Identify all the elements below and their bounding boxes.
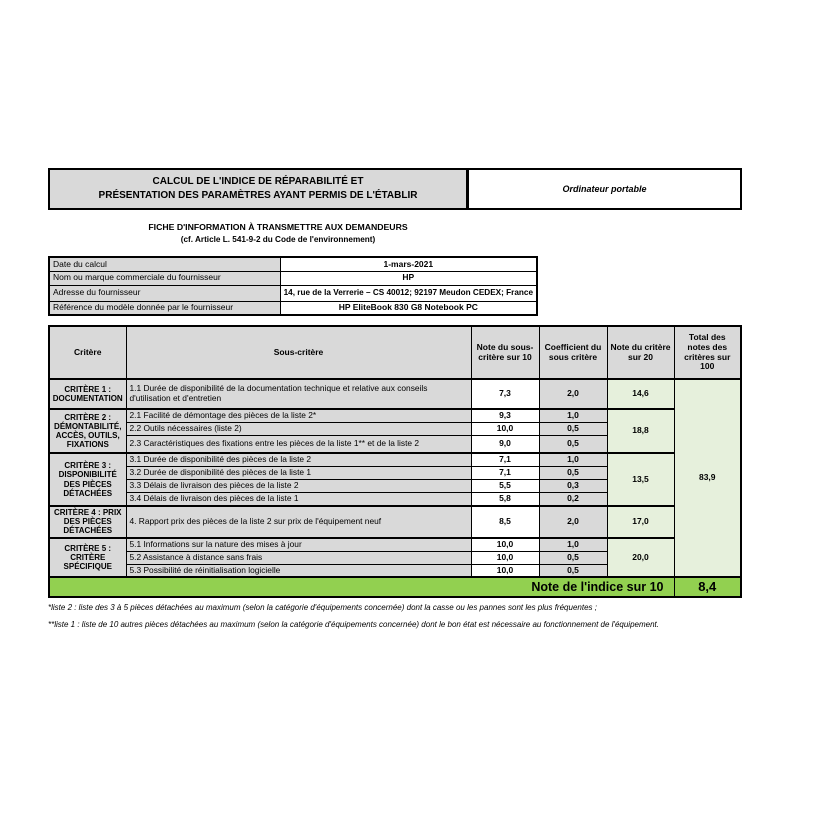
subcriterion-5-2: 5.2 Assistance à distance sans frais <box>126 551 471 564</box>
footnote-liste-2: *liste 2 : liste des 3 à 5 pièces détachées au maximum (selon la catégorie d'équipements concernée) dont la casse ou les pannes sont les plus fréquentes ; <box>48 603 597 612</box>
subtitle-line1: FICHE D'INFORMATION À TRANSMETTRE AUX DEMANDEURS <box>148 222 408 232</box>
score-criterion-4: 17,0 <box>607 506 674 538</box>
table-row <box>49 506 741 538</box>
header-note-sur-10: Note du sous-critère sur 10 <box>471 326 539 379</box>
criterion-5-label: CRITÈRE 5 : CRITÈRE SPÉCIFIQUE <box>49 538 126 578</box>
coef-3-1: 1,0 <box>539 453 607 466</box>
subcriterion-2-1: 2.1 Facilité de démontage des pièces de la liste 2* <box>126 409 471 422</box>
footnotes <box>48 599 748 633</box>
subcriterion-5-1: 5.1 Informations sur la nature des mises à jour <box>126 538 471 551</box>
info-value-model: HP EliteBook 830 G8 Notebook PC <box>280 301 537 315</box>
header-subcriterion: Sous-critère <box>126 326 471 379</box>
info-value-address: 14, rue de la Verrerie – CS 40012; 92197 Meudon CEDEX; France <box>280 285 537 301</box>
subcriterion-1-1: 1.1 Durée de disponibilité de la documentation technique et relative aux conseils d'utilisation et d'entretien <box>126 379 471 409</box>
criterion-2-label: CRITÈRE 2 : DÉMONTABILITÉ, ACCÈS, OUTILS, FIXATIONS <box>49 409 126 453</box>
header <box>48 168 742 210</box>
coef-5-1: 1,0 <box>539 538 607 551</box>
info-label-brand: Nom ou marque commerciale du fournisseur <box>49 271 280 285</box>
info-value-date: 1-mars-2021 <box>280 257 537 271</box>
header-criterion: Critère <box>49 326 126 379</box>
note-4: 8,5 <box>471 506 539 538</box>
coef-3-3: 0,3 <box>539 480 607 493</box>
table-row <box>49 301 537 315</box>
subtitle-line2: (cf. Article L. 541-9-2 du Code de l'environnement) <box>180 235 376 244</box>
subtitle <box>48 222 508 244</box>
subcriterion-3-3: 3.3 Délais de livraison des pièces de la liste 2 <box>126 480 471 493</box>
note-3-3: 5,5 <box>471 480 539 493</box>
note-3-1: 7,1 <box>471 453 539 466</box>
document-title-line1: CALCUL DE L'INDICE DE RÉPARABILITÉ ET <box>152 175 364 187</box>
table-row <box>49 271 537 285</box>
final-index-label: Note de l'indice sur 10 <box>49 577 674 597</box>
coef-5-2: 0,5 <box>539 551 607 564</box>
criterion-1-label: CRITÈRE 1 : DOCUMENTATION <box>49 379 126 409</box>
info-label-address: Adresse du fournisseur <box>49 285 280 301</box>
table-row <box>49 285 537 301</box>
info-label-model: Référence du modèle donnée par le fournisseur <box>49 301 280 315</box>
coef-2-2: 0,5 <box>539 422 607 435</box>
header-coefficient: Coefficient du sous critère <box>539 326 607 379</box>
subcriterion-4: 4. Rapport prix des pièces de la liste 2 sur prix de l'équipement neuf <box>126 506 471 538</box>
subcriterion-3-4: 3.4 Délais de livraison des pièces de la liste 1 <box>126 493 471 506</box>
coef-1-1: 2,0 <box>539 379 607 409</box>
note-2-2: 10,0 <box>471 422 539 435</box>
final-index-value: 8,4 <box>674 577 741 597</box>
header-total-sur-100: Total des notes des critères sur 100 <box>674 326 741 379</box>
subcriterion-3-1: 3.1 Durée de disponibilité des pièces de la liste 2 <box>126 453 471 466</box>
subcriterion-3-2: 3.2 Durée de disponibilité des pièces de la liste 1 <box>126 467 471 480</box>
note-5-3: 10,0 <box>471 564 539 577</box>
coef-2-3: 0,5 <box>539 435 607 453</box>
total-sur-100: 83,9 <box>674 379 741 577</box>
product-type-label: Ordinateur portable <box>562 184 647 194</box>
subcriterion-5-3: 5.3 Possibilité de réinitialisation logicielle <box>126 564 471 577</box>
header-note-sur-20: Note du critère sur 20 <box>607 326 674 379</box>
note-3-4: 5,8 <box>471 493 539 506</box>
final-index-row <box>49 577 741 597</box>
coef-5-3: 0,5 <box>539 564 607 577</box>
document-title-line2: PRÉSENTATION DES PARAMÈTRES AYANT PERMIS DE L'ÉTABLIR <box>98 190 418 201</box>
info-label-date: Date du calcul <box>49 257 280 271</box>
table-row <box>49 453 741 466</box>
document-title-box <box>48 168 468 210</box>
coef-4: 2,0 <box>539 506 607 538</box>
coef-3-2: 0,5 <box>539 467 607 480</box>
footnote-liste-1: **liste 1 : liste de 10 autres pièces détachées au maximum (selon la catégorie d'équipements concernée) dont le bon état est nécessaire au fonctionnement de l'équipement. <box>48 620 659 629</box>
note-3-2: 7,1 <box>471 467 539 480</box>
table-row <box>49 538 741 551</box>
criterion-4-label: CRITÈRE 4 : PRIX DES PIÈCES DÉTACHÉES <box>49 506 126 538</box>
product-type-box <box>468 168 742 210</box>
note-5-1: 10,0 <box>471 538 539 551</box>
coef-2-1: 1,0 <box>539 409 607 422</box>
table-header-row <box>49 326 741 379</box>
supplier-info-table <box>48 256 538 316</box>
note-1-1: 7,3 <box>471 379 539 409</box>
subcriterion-2-3: 2.3 Caractéristiques des fixations entre les pièces de la liste 1** et de la liste 2 <box>126 435 471 453</box>
table-row <box>49 409 741 422</box>
subcriterion-2-2: 2.2 Outils nécessaires (liste 2) <box>126 422 471 435</box>
score-criterion-3: 13,5 <box>607 453 674 506</box>
note-2-3: 9,0 <box>471 435 539 453</box>
coef-3-4: 0,2 <box>539 493 607 506</box>
repairability-score-table <box>48 325 742 598</box>
score-criterion-5: 20,0 <box>607 538 674 578</box>
table-row <box>49 257 537 271</box>
criterion-3-label: CRITÈRE 3 : DISPONIBILITÉ DES PIÈCES DÉTACHÉES <box>49 453 126 506</box>
score-criterion-2: 18,8 <box>607 409 674 453</box>
note-5-2: 10,0 <box>471 551 539 564</box>
table-row <box>49 379 741 409</box>
score-criterion-1: 14,6 <box>607 379 674 409</box>
info-value-brand: HP <box>280 271 537 285</box>
note-2-1: 9,3 <box>471 409 539 422</box>
